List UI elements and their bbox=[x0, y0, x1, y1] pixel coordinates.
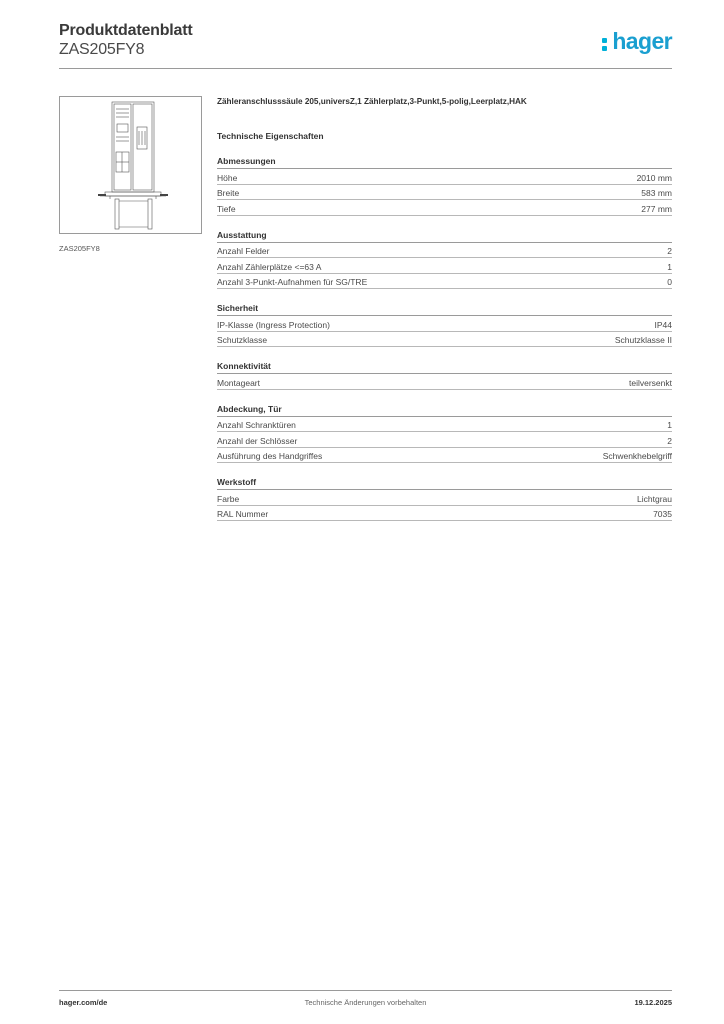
technical-properties-heading: Technische Eigenschaften bbox=[217, 131, 324, 141]
section-equipment bbox=[217, 230, 672, 290]
property-value: 0 bbox=[667, 277, 672, 287]
property-value: 2010 mm bbox=[636, 172, 672, 183]
page-footer bbox=[59, 998, 672, 1010]
meter-column-drawing-icon bbox=[60, 97, 201, 233]
image-caption: ZAS205FY8 bbox=[59, 244, 100, 253]
section-title: Sicherheit bbox=[217, 303, 672, 316]
table-row bbox=[217, 200, 672, 216]
section-title: Abmessungen bbox=[217, 156, 672, 169]
property-label: Breite bbox=[217, 188, 240, 198]
property-label: Farbe bbox=[217, 493, 240, 504]
hager-logo bbox=[600, 29, 672, 53]
header-divider bbox=[59, 68, 672, 69]
property-label: Tiefe bbox=[217, 203, 236, 214]
property-value: Lichtgrau bbox=[637, 493, 672, 504]
table-row bbox=[217, 316, 672, 332]
table-row bbox=[217, 448, 672, 464]
section-dimensions bbox=[217, 156, 672, 216]
property-value: 7035 bbox=[653, 509, 672, 519]
property-label: Ausführung des Handgriffes bbox=[217, 451, 323, 461]
property-value: Schutzklasse II bbox=[614, 335, 672, 345]
product-details bbox=[217, 96, 672, 521]
table-row bbox=[217, 185, 672, 201]
section-title: Ausstattung bbox=[217, 230, 672, 243]
product-code-title: ZAS205FY8 bbox=[59, 41, 145, 58]
property-label: Anzahl der Schlösser bbox=[217, 435, 298, 446]
table-row bbox=[217, 490, 672, 506]
table-row bbox=[217, 169, 672, 185]
property-value: 1 bbox=[667, 261, 672, 272]
table-row bbox=[217, 258, 672, 274]
property-value: 1 bbox=[667, 420, 672, 430]
section-connectivity bbox=[217, 361, 672, 390]
footer-divider bbox=[59, 990, 672, 991]
section-material bbox=[217, 477, 672, 521]
property-label: Anzahl Zählerplätze <=63 A bbox=[217, 261, 322, 272]
table-row bbox=[217, 417, 672, 433]
footer-note: Technische Änderungen vorbehalten bbox=[304, 998, 427, 1007]
property-label: Schutzklasse bbox=[217, 335, 268, 345]
logo-text: hager bbox=[612, 28, 672, 54]
property-label: RAL Nummer bbox=[217, 509, 269, 519]
section-cover-door bbox=[217, 404, 672, 464]
table-row bbox=[217, 243, 672, 259]
product-image bbox=[59, 96, 202, 234]
section-title: Werkstoff bbox=[217, 477, 672, 490]
document-title: Produktdatenblatt bbox=[59, 22, 193, 39]
footer-date: 19.12.2025 bbox=[634, 998, 672, 1007]
property-label: Montageart bbox=[217, 377, 260, 388]
table-row bbox=[217, 332, 672, 348]
property-label: Anzahl Felder bbox=[217, 246, 270, 256]
property-label: Anzahl Schranktüren bbox=[217, 420, 296, 430]
property-value: 2 bbox=[667, 435, 672, 446]
property-value: 583 mm bbox=[641, 188, 672, 198]
product-name: Zähleranschlusssäule 205,universZ,1 Zählerplatz,3-Punkt,5-polig,Leerplatz,HAK bbox=[217, 97, 527, 106]
property-value: 277 mm bbox=[641, 203, 672, 214]
property-value: teilversenkt bbox=[629, 377, 672, 388]
hager-colon-icon bbox=[600, 29, 610, 53]
table-row bbox=[217, 274, 672, 290]
property-value: Schwenkhebelgriff bbox=[602, 451, 672, 461]
property-label: Höhe bbox=[217, 172, 238, 183]
property-value: IP44 bbox=[654, 319, 672, 330]
property-label: IP-Klasse (Ingress Protection) bbox=[217, 319, 330, 330]
property-value: 2 bbox=[667, 246, 672, 256]
page-header bbox=[59, 22, 672, 70]
section-safety bbox=[217, 303, 672, 347]
property-label: Anzahl 3-Punkt-Aufnahmen für SG/TRE bbox=[217, 277, 368, 287]
table-row bbox=[217, 432, 672, 448]
section-title: Konnektivität bbox=[217, 361, 672, 374]
table-row bbox=[217, 506, 672, 522]
footer-website-link[interactable]: hager.com/de bbox=[59, 998, 108, 1007]
section-title: Abdeckung, Tür bbox=[217, 404, 672, 417]
table-row bbox=[217, 374, 672, 390]
